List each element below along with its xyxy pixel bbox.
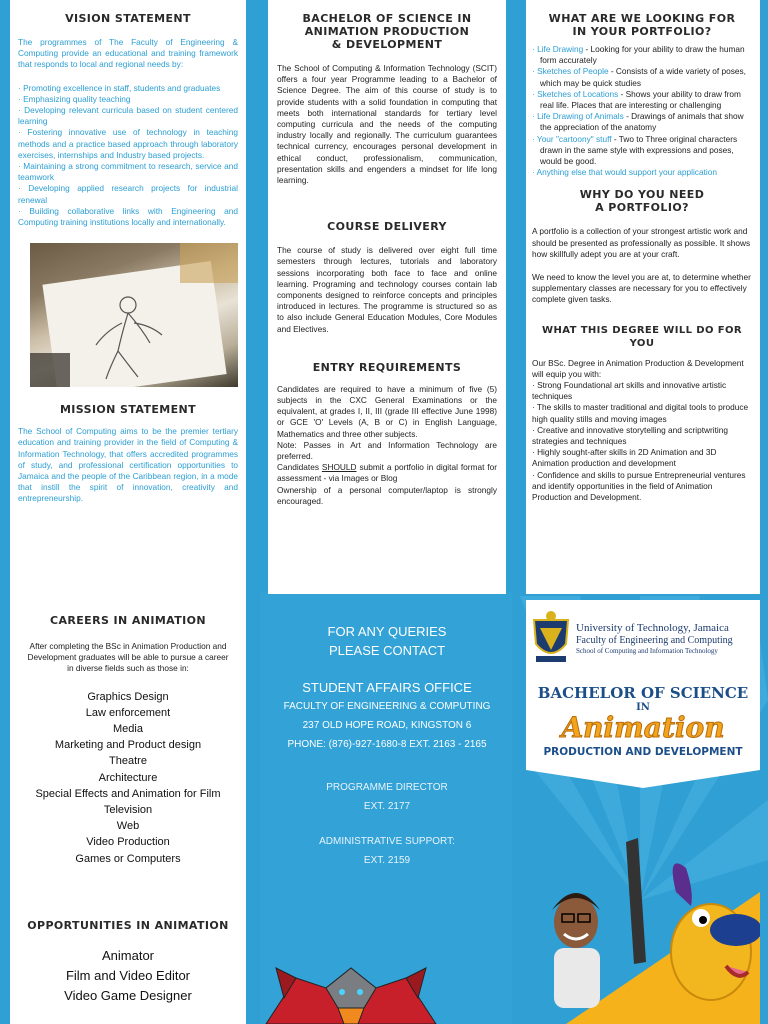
programme-director: PROGRAMME DIRECTOR EXT. 2177 (326, 782, 448, 812)
portfolio-item-value: - Consists of a wide variety of poses, which may be quick studies (540, 66, 746, 88)
career-item: Theatre (109, 755, 147, 768)
utech-crest-icon (530, 610, 572, 666)
drawing-photo (30, 243, 238, 387)
mission-body: The School of Computing aims to be the premier tertiary education and training provider in the field of Computing & Information Technology, that offers accredited programmes of study, and professional certification opportunities to Jamaica and the people of the Caribbean region, in a mode that instill the spirit of innovation, creativity and entrepreneurship. (18, 426, 238, 504)
cartoon-characters (526, 832, 760, 1024)
why-p1: A portfolio is a collection of your strongest artistic work and should be presented as professionally as possible. It shows how skillfully adept you are at your craft. (532, 226, 751, 259)
career-item: Television (103, 804, 153, 817)
mission-title: MISSION STATEMENT (59, 403, 197, 417)
vision-panel (10, 0, 246, 594)
opportunities-list (18, 946, 238, 1006)
careers-intro: After completing the BSc in Animation Production and Development graduates will be able to pursue a career in diverse fields such as those in: (27, 641, 229, 674)
portfolio-list-item (532, 167, 752, 178)
portfolio-item-value: - Looking for your ability to draw the human form accurately (540, 44, 745, 66)
vision-list-item: · Fostering innovative use of technology in teaching methods and a practice based approach through laboratory exercises, internships and Industry based projects. (18, 127, 238, 160)
degree-for-you-list (532, 380, 752, 503)
portfolio-item-key: · Life Drawing (532, 44, 584, 54)
portfolio-panel (526, 0, 760, 594)
portfolio-list-item (532, 44, 752, 66)
contact-panel (268, 622, 506, 882)
vision-list-item: · Developing relevant curricula based on student centered learning (18, 105, 238, 127)
degree-for-you-item: · The skills to master traditional and digital tools to produce high quality stills and moving images (532, 402, 749, 424)
portfolio-list (532, 44, 752, 178)
opportunity-item: Film and Video Editor (65, 967, 191, 983)
degree-for-you-intro: Our BSc. Degree in Animation Production & Development will equip you with: (532, 357, 744, 379)
vision-intro: The programmes of The Faculty of Engineering & Computing provide an educational and training framework that responds to local and regional needs by: (18, 37, 238, 70)
vision-title: VISION STATEMENT (65, 12, 191, 25)
entry-body (277, 384, 497, 507)
opportunity-item: Video Game Designer (64, 987, 192, 1003)
vision-list-item: · Developing applied research projects for industrial renewal (18, 183, 238, 205)
portfolio-item-value: - Drawings of animals that show the appreciation of the anatomy (540, 111, 744, 133)
entry-p4: Ownership of a personal computer/laptop is strongly encouraged. (277, 484, 497, 506)
portfolio-list-item (532, 89, 752, 111)
portfolio-item-key: · Life Drawing of Animals (532, 111, 624, 122)
degree-for-you-title: WHAT THIS DEGREE WILL DO FOR YOU (542, 324, 742, 349)
sketch-figure-icon (30, 243, 238, 387)
vision-list-item: · Maintaining a strong commitment to research, service and teamwork (18, 161, 238, 183)
portfolio-item-value: - Shows your ability to draw from real life. Places that are interesting or challenging (540, 88, 741, 111)
vision-list-item: · Emphasizing quality teaching (18, 93, 131, 104)
portfolio-item-key: · Sketches of People (532, 66, 609, 77)
career-item: Graphics Design (87, 690, 169, 703)
career-item: Marketing and Product design (54, 739, 202, 752)
opportunity-item: Animator (101, 947, 155, 963)
degree-body: The School of Computing & Information Technology (SCIT) offers a four year Programme leading to a Bachelor of Science Degree. The aim of this course of study is to provide students with a solid foundation in computing that meets both international standards for tertiary level computing curricula and the needs of the computing industry locally and regionally. The curriculum guarantees technical currency, encourages personal development in ethical conduct, professionalism, communication, presentation skills and engenders a mindset for life long learning. (277, 63, 497, 186)
why-title: WHY DO YOU NEED A PORTFOLIO? (579, 188, 705, 215)
portfolio-list-item (532, 66, 752, 88)
degree-for-you-item: · Highly sought-after skills in 2D Animation and 3D Animation production and development (532, 447, 717, 469)
careers-title: CAREERS IN ANIMATION (49, 614, 206, 627)
portfolio-list-item (532, 111, 752, 133)
careers-panel (10, 594, 246, 1024)
careers-list (18, 689, 238, 867)
vision-list-item: · Building collaborative links with Engineering and Computing training institutions locally and internationally. (18, 205, 238, 228)
course-body: The course of study is delivered over eight full time semesters through lectures, tutorials and laboratory sessions incorporating both face to face and online learning. Programing and technology courses contain lab components designed to reinforce concepts and principles introduced in lectures. The programme is structured so as to also include General Education Modules, Core Modules and Electives. (277, 245, 497, 334)
career-item: Media (113, 723, 143, 736)
program-title: BACHELOR OF SCIENCE IN Animation PRODUCTION AND DEVELOPMENT (537, 684, 749, 758)
why-p2: We need to know the level you are at, to determine whether supplementary classes are necessary for you to effectively complete given tasks. (532, 272, 751, 305)
student-affairs-office: STUDENT AFFAIRS OFFICE FACULTY OF ENGINEERING & COMPUTING 237 OLD HOPE ROAD, KINGSTON 6 PHONE: (876)-927-1680-8 EXT. 2163 - 2165 (283, 680, 491, 750)
entry-p1: Candidates are required to have a minimum of five (5) subjects in the CXC General Examinations or the equivalent, at grades I, II, III (grade III effective June 1998) or GCE 'O' Levels (A, B or C) in English Language, Mathematics and three other subjects. (277, 383, 497, 439)
career-item: Games or Computers (75, 852, 181, 865)
career-item: Law enforcement (85, 706, 171, 719)
logo-text: University of Technology, Jamaica Faculty of Engineering and Computing School of Computing and Information Technology (576, 622, 733, 655)
robot-illustration (236, 948, 466, 1024)
entry-p3: Candidates SHOULD submit a portfolio in digital format for assessment - via Images or Blog (277, 462, 497, 484)
career-item: Video Production (86, 836, 170, 849)
degree-panel (268, 0, 506, 594)
portfolio-item-value: - Two to Three original characters drawn in the same style with expressions and poses, would be good. (540, 133, 738, 167)
administrative-support: ADMINISTRATIVE SUPPORT: EXT. 2159 (319, 836, 455, 866)
portfolio-item-key: · Anything else that would support your application (532, 167, 717, 178)
vision-list (18, 83, 238, 229)
career-item: Web (116, 820, 140, 833)
degree-for-you-item: · Strong Foundational art skills and innovative artistic techniques (532, 380, 727, 402)
degree-for-you-item: · Creative and innovative storytelling and scriptwriting strategies and techniques (532, 424, 728, 447)
cover-panel (526, 600, 760, 1024)
career-item: Special Effects and Animation for Film (35, 787, 221, 800)
degree-for-you-item: · Confidence and skills to pursue Entrepreneurial ventures and identify opportunities in the field of Animation Production and Development. (532, 469, 746, 503)
portfolio-item-key: · Your "cartoony" stuff (532, 133, 612, 144)
opportunities-title: OPPORTUNITIES IN ANIMATION (27, 918, 229, 932)
contact-heading: FOR ANY QUERIES PLEASE CONTACT (327, 624, 447, 658)
portfolio-list-item (532, 134, 752, 168)
portfolio-title: WHAT ARE WE LOOKING FOR IN YOUR PORTFOLIO? (548, 12, 736, 38)
degree-title: BACHELOR OF SCIENCE IN ANIMATION PRODUCTION & DEVELOPMENT (302, 12, 472, 51)
vision-list-item: · Promoting excellence in staff, students and graduates (18, 82, 221, 93)
career-item: Architecture (98, 771, 158, 784)
course-title: COURSE DELIVERY (327, 220, 447, 234)
entry-p2: Note: Passes in Art and Information Technology are preferred. (277, 439, 497, 462)
portfolio-item-key: · Sketches of Locations (532, 88, 619, 99)
entry-title: ENTRY REQUIREMENTS (312, 360, 462, 374)
